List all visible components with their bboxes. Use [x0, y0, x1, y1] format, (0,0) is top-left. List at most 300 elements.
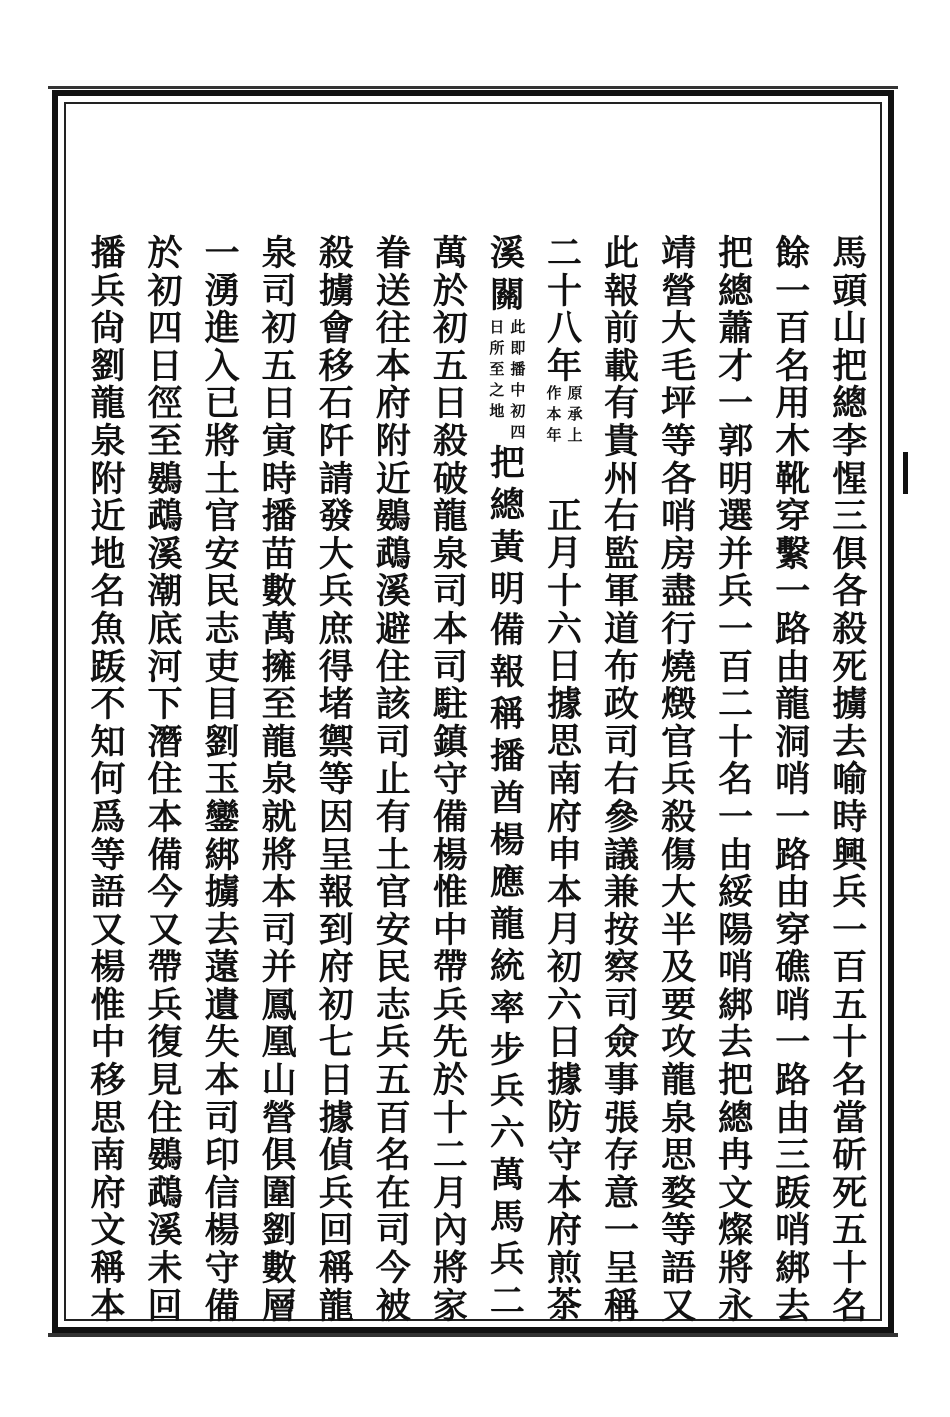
character: 由	[775, 1097, 811, 1139]
character: 各	[832, 571, 868, 613]
character: 由	[775, 646, 811, 688]
character: 二	[718, 684, 754, 726]
character: 備	[489, 610, 525, 652]
character: 劉	[204, 721, 240, 763]
page-top-edge	[48, 86, 898, 89]
character: 住	[375, 646, 411, 688]
character: 鷃	[147, 458, 183, 500]
character: 坪	[661, 383, 697, 425]
character: 楊	[90, 947, 126, 989]
character: 總	[718, 1097, 754, 1139]
character: 穿	[775, 496, 811, 538]
character: 稱	[489, 694, 525, 736]
character: 凰	[261, 1022, 297, 1064]
character: 溪	[375, 571, 411, 613]
character: 斫	[832, 1135, 868, 1177]
character: 下	[147, 684, 183, 726]
character: 潮	[147, 571, 183, 613]
character: 一	[775, 270, 811, 312]
character: 阡	[318, 420, 354, 462]
character: 三	[775, 1135, 811, 1177]
character: 楊	[432, 834, 468, 876]
character: 統	[489, 945, 525, 987]
character: 印	[204, 1135, 240, 1177]
text-column	[830, 233, 870, 1327]
character: 思	[661, 1135, 697, 1177]
character: 楊	[204, 1210, 240, 1252]
note-character: 年	[546, 426, 562, 445]
character: 泉	[90, 420, 126, 462]
character: 送	[375, 270, 411, 312]
character: 遺	[204, 984, 240, 1026]
character: 惺	[832, 458, 868, 500]
character: 八	[546, 308, 582, 350]
character: 近	[90, 496, 126, 538]
character: 百	[832, 947, 868, 989]
note-line	[545, 386, 564, 498]
character: 十	[832, 1248, 868, 1290]
character: 附	[375, 420, 411, 462]
character: 此	[604, 233, 640, 274]
character: 司	[432, 571, 468, 613]
character: 據	[318, 1097, 354, 1139]
note-character: 所	[489, 338, 505, 357]
character: 入	[204, 345, 240, 387]
character: 思	[90, 1097, 126, 1139]
interlinear-note	[545, 386, 585, 498]
character: 一	[775, 571, 811, 613]
character: 數	[261, 571, 297, 613]
character: 玉	[204, 759, 240, 801]
character: 龍	[489, 903, 525, 945]
character: 政	[604, 684, 640, 726]
character: 喻	[832, 759, 868, 801]
character: 請	[318, 458, 354, 500]
character: 本	[546, 871, 582, 913]
character: 至	[261, 684, 297, 726]
character: 貴	[604, 420, 640, 462]
character: 申	[546, 834, 582, 876]
character: 稱	[318, 1248, 354, 1290]
text-column	[88, 233, 128, 1327]
character: 擄	[318, 270, 354, 312]
character: 七	[318, 1022, 354, 1064]
character: 民	[204, 571, 240, 613]
character: 鵡	[147, 496, 183, 538]
character: 初	[546, 946, 582, 988]
character: 安	[204, 533, 240, 575]
character: 路	[775, 608, 811, 650]
character: 在	[375, 1172, 411, 1214]
character: 明	[718, 458, 754, 500]
character: 一	[832, 909, 868, 951]
character: 庶	[318, 608, 354, 650]
character: 死	[832, 1172, 868, 1214]
character: 龍	[775, 684, 811, 726]
character: 吏	[204, 646, 240, 688]
character: 尙	[90, 308, 126, 350]
character: 志	[204, 608, 240, 650]
character: 呈	[318, 834, 354, 876]
character: 劉	[261, 1210, 297, 1252]
character: 因	[318, 796, 354, 838]
character: 初	[318, 984, 354, 1026]
character: 堵	[318, 684, 354, 726]
character: 播	[489, 736, 525, 778]
character: 就	[261, 796, 297, 838]
character: 兵	[489, 1071, 525, 1113]
character: 婺	[661, 1172, 697, 1214]
character: 府	[318, 947, 354, 989]
character: 擁	[261, 646, 297, 688]
character: 木	[775, 420, 811, 462]
character: 將	[261, 834, 297, 876]
character: 并	[261, 947, 297, 989]
character: 餘	[775, 233, 811, 274]
character: 永	[718, 1285, 754, 1327]
character: 二	[546, 233, 582, 274]
note-character: 日	[489, 317, 505, 336]
character: 守	[546, 1134, 582, 1176]
character: 司	[375, 721, 411, 763]
character: 綁	[775, 1248, 811, 1290]
character: 繫	[775, 533, 811, 575]
character: 應	[489, 861, 525, 903]
character: 十	[546, 571, 582, 613]
character: 泉	[432, 533, 468, 575]
character: 圍	[261, 1172, 297, 1214]
character: 十	[546, 270, 582, 312]
character: 右	[604, 496, 640, 538]
character: 僉	[604, 1022, 640, 1064]
character: 關	[489, 274, 525, 316]
character: 張	[604, 1097, 640, 1139]
text-column	[487, 233, 527, 1326]
character: 本	[375, 345, 411, 387]
character: 將	[204, 420, 240, 462]
character: 一	[204, 233, 240, 274]
character: 存	[604, 1135, 640, 1177]
character: 地	[90, 533, 126, 575]
character: 司	[432, 646, 468, 688]
character: 日	[261, 383, 297, 425]
character: 正	[546, 495, 582, 537]
character: 石	[318, 383, 354, 425]
character: 播	[261, 496, 297, 538]
note-character: 即	[510, 338, 526, 357]
character: 家	[432, 1285, 468, 1327]
character: 當	[832, 1097, 868, 1139]
character: 南	[546, 758, 582, 800]
character: 據	[546, 1059, 582, 1101]
character: 報	[489, 652, 525, 694]
character: 湧	[204, 270, 240, 312]
character: 鵡	[147, 1172, 183, 1214]
character: 稱	[604, 1285, 640, 1327]
character: 帶	[432, 947, 468, 989]
character: 又	[661, 1285, 697, 1327]
character: 萬	[261, 608, 297, 650]
character: 名	[832, 1060, 868, 1102]
character: 事	[604, 1060, 640, 1102]
character: 日	[546, 646, 582, 688]
character: 哨	[775, 1210, 811, 1252]
character: 止	[375, 759, 411, 801]
character: 薳	[204, 947, 240, 989]
character: 播	[90, 233, 126, 274]
text-column	[602, 233, 642, 1327]
character: 府	[90, 1172, 126, 1214]
character: 會	[318, 308, 354, 350]
character: 參	[604, 796, 640, 838]
character: 半	[661, 909, 697, 951]
note-character: 此	[510, 317, 526, 336]
character: 層	[261, 1285, 297, 1327]
character: 將	[718, 1248, 754, 1290]
character: 總	[718, 270, 754, 312]
character: 百	[375, 1097, 411, 1139]
character: 日	[432, 383, 468, 425]
character: 一	[775, 796, 811, 838]
character: 洞	[775, 721, 811, 763]
note-line	[508, 317, 527, 446]
character: 失	[204, 1022, 240, 1064]
character: 兵	[489, 1239, 525, 1281]
character: 溪	[489, 233, 525, 274]
character: 十	[832, 1022, 868, 1064]
character: 等	[661, 1210, 697, 1252]
character: 守	[432, 759, 468, 801]
character: 哨	[775, 759, 811, 801]
character: 一	[718, 608, 754, 650]
character: 各	[661, 458, 697, 500]
note-character: 中	[510, 380, 526, 399]
character: 把	[489, 442, 525, 484]
character: 殺	[661, 796, 697, 838]
text-column	[202, 233, 242, 1327]
character: 於	[432, 1060, 468, 1102]
text-column	[430, 233, 470, 1327]
character: 鑾	[204, 796, 240, 838]
character: 本	[432, 608, 468, 650]
character: 殺	[432, 420, 468, 462]
text-column	[545, 233, 585, 1327]
character: 呈	[604, 1248, 640, 1290]
character: 惟	[90, 984, 126, 1026]
character: 月	[546, 533, 582, 575]
character: 兼	[604, 872, 640, 914]
character: 三	[832, 496, 868, 538]
character: 營	[661, 270, 697, 312]
character: 近	[375, 458, 411, 500]
character: 等	[318, 759, 354, 801]
character: 兵	[318, 1172, 354, 1214]
character: 於	[432, 270, 468, 312]
character: 底	[147, 608, 183, 650]
character: 又	[147, 909, 183, 951]
character: 回	[147, 1285, 183, 1327]
text-body	[88, 233, 870, 1327]
character: 冉	[718, 1135, 754, 1177]
note-character: 四	[510, 422, 526, 441]
character: 本	[90, 1285, 126, 1327]
character: 至	[147, 420, 183, 462]
character: 文	[718, 1172, 754, 1214]
character: 語	[90, 872, 126, 914]
character: 先	[432, 1022, 468, 1064]
character: 報	[318, 872, 354, 914]
character: 泉	[261, 233, 297, 274]
character: 五	[375, 1060, 411, 1102]
character: 鷃	[375, 496, 411, 538]
character: 中	[90, 1022, 126, 1064]
note-character: 至	[489, 359, 505, 378]
character: 楊	[489, 819, 525, 861]
character: 今	[147, 872, 183, 914]
note-character: 承	[567, 405, 583, 424]
character: 郭	[718, 420, 754, 462]
character: 議	[604, 834, 640, 876]
character: 往	[375, 308, 411, 350]
character: 行	[661, 608, 697, 650]
character: 一	[718, 383, 754, 425]
character: 魚	[90, 608, 126, 650]
character: 泉	[661, 1097, 697, 1139]
character: 兵	[832, 872, 868, 914]
character: 附	[90, 458, 126, 500]
character: 去	[832, 721, 868, 763]
character: 大	[318, 533, 354, 575]
character: 意	[604, 1172, 640, 1214]
character: 破	[432, 458, 468, 500]
character: 州	[604, 458, 640, 500]
character: 一	[775, 1022, 811, 1064]
character: 官	[375, 872, 411, 914]
character: 移	[90, 1060, 126, 1102]
character: 兵	[661, 759, 697, 801]
character: 中	[432, 909, 468, 951]
character: 初	[432, 308, 468, 350]
character: 百	[775, 308, 811, 350]
character: 哨	[661, 496, 697, 538]
character: 載	[604, 345, 640, 387]
character: 河	[147, 646, 183, 688]
character: 哨	[718, 947, 754, 989]
character: 名	[375, 1135, 411, 1177]
character: 信	[204, 1172, 240, 1214]
character: 見	[147, 1060, 183, 1102]
character: 本	[261, 872, 297, 914]
note-character: 上	[567, 426, 583, 445]
character: 擄	[832, 684, 868, 726]
note-character: 作	[546, 384, 562, 403]
character: 偵	[318, 1135, 354, 1177]
character: 司	[204, 1097, 240, 1139]
character: 監	[604, 533, 640, 575]
character: 官	[661, 721, 697, 763]
text-column	[145, 233, 185, 1327]
character: 眷	[375, 233, 411, 274]
character: 選	[718, 496, 754, 538]
character: 燦	[718, 1210, 754, 1252]
character: 房	[661, 533, 697, 575]
character: 燒	[661, 646, 697, 688]
character: 綏	[718, 872, 754, 914]
character: 兵	[718, 571, 754, 613]
character: 察	[604, 947, 640, 989]
character: 明	[489, 568, 525, 610]
character: 溪	[147, 1210, 183, 1252]
character: 惟	[432, 872, 468, 914]
character: 鵡	[375, 533, 411, 575]
character: 前	[604, 308, 640, 350]
text-column	[316, 233, 356, 1327]
character: 率	[489, 987, 525, 1029]
character: 住	[147, 1097, 183, 1139]
character: 把	[718, 233, 754, 274]
character: 大	[661, 872, 697, 914]
character: 住	[147, 759, 183, 801]
character: 擄	[204, 872, 240, 914]
character: 山	[261, 1060, 297, 1102]
character: 初	[261, 308, 297, 350]
character: 數	[261, 1248, 297, 1290]
character: 府	[375, 383, 411, 425]
character: 龍	[318, 1285, 354, 1327]
note-character: 之	[489, 380, 505, 399]
character: 備	[204, 1285, 240, 1327]
character: 名	[832, 1285, 868, 1327]
text-column	[259, 233, 299, 1327]
character: 大	[661, 308, 697, 350]
character: 軍	[604, 571, 640, 613]
character: 五	[432, 345, 468, 387]
character: 府	[546, 1210, 582, 1252]
character: 等	[90, 834, 126, 876]
character: 日	[546, 1022, 582, 1064]
character: 移	[318, 345, 354, 387]
character: 傷	[661, 834, 697, 876]
character: 按	[604, 909, 640, 951]
character: 有	[375, 796, 411, 838]
character: 去	[718, 1022, 754, 1064]
character: 月	[546, 909, 582, 951]
character: 名	[90, 571, 126, 613]
character: 十	[432, 1097, 468, 1139]
character: 布	[604, 646, 640, 688]
character: 兵	[90, 270, 126, 312]
character: 去	[204, 909, 240, 951]
character: 用	[775, 383, 811, 425]
character: 有	[604, 383, 640, 425]
character: 思	[546, 721, 582, 763]
note-character: 本	[546, 405, 562, 424]
character: 穿	[775, 909, 811, 951]
note-character: 地	[489, 401, 505, 420]
character: 何	[90, 759, 126, 801]
character: 內	[432, 1210, 468, 1252]
character: 未	[147, 1248, 183, 1290]
character: 據	[546, 683, 582, 725]
character: 司	[604, 984, 640, 1026]
text-column	[659, 233, 699, 1327]
character: 李	[832, 420, 868, 462]
character: 爲	[90, 796, 126, 838]
text-column	[716, 233, 756, 1327]
character: 馬	[489, 1197, 525, 1239]
character: 劉	[90, 345, 126, 387]
character: 五	[832, 984, 868, 1026]
